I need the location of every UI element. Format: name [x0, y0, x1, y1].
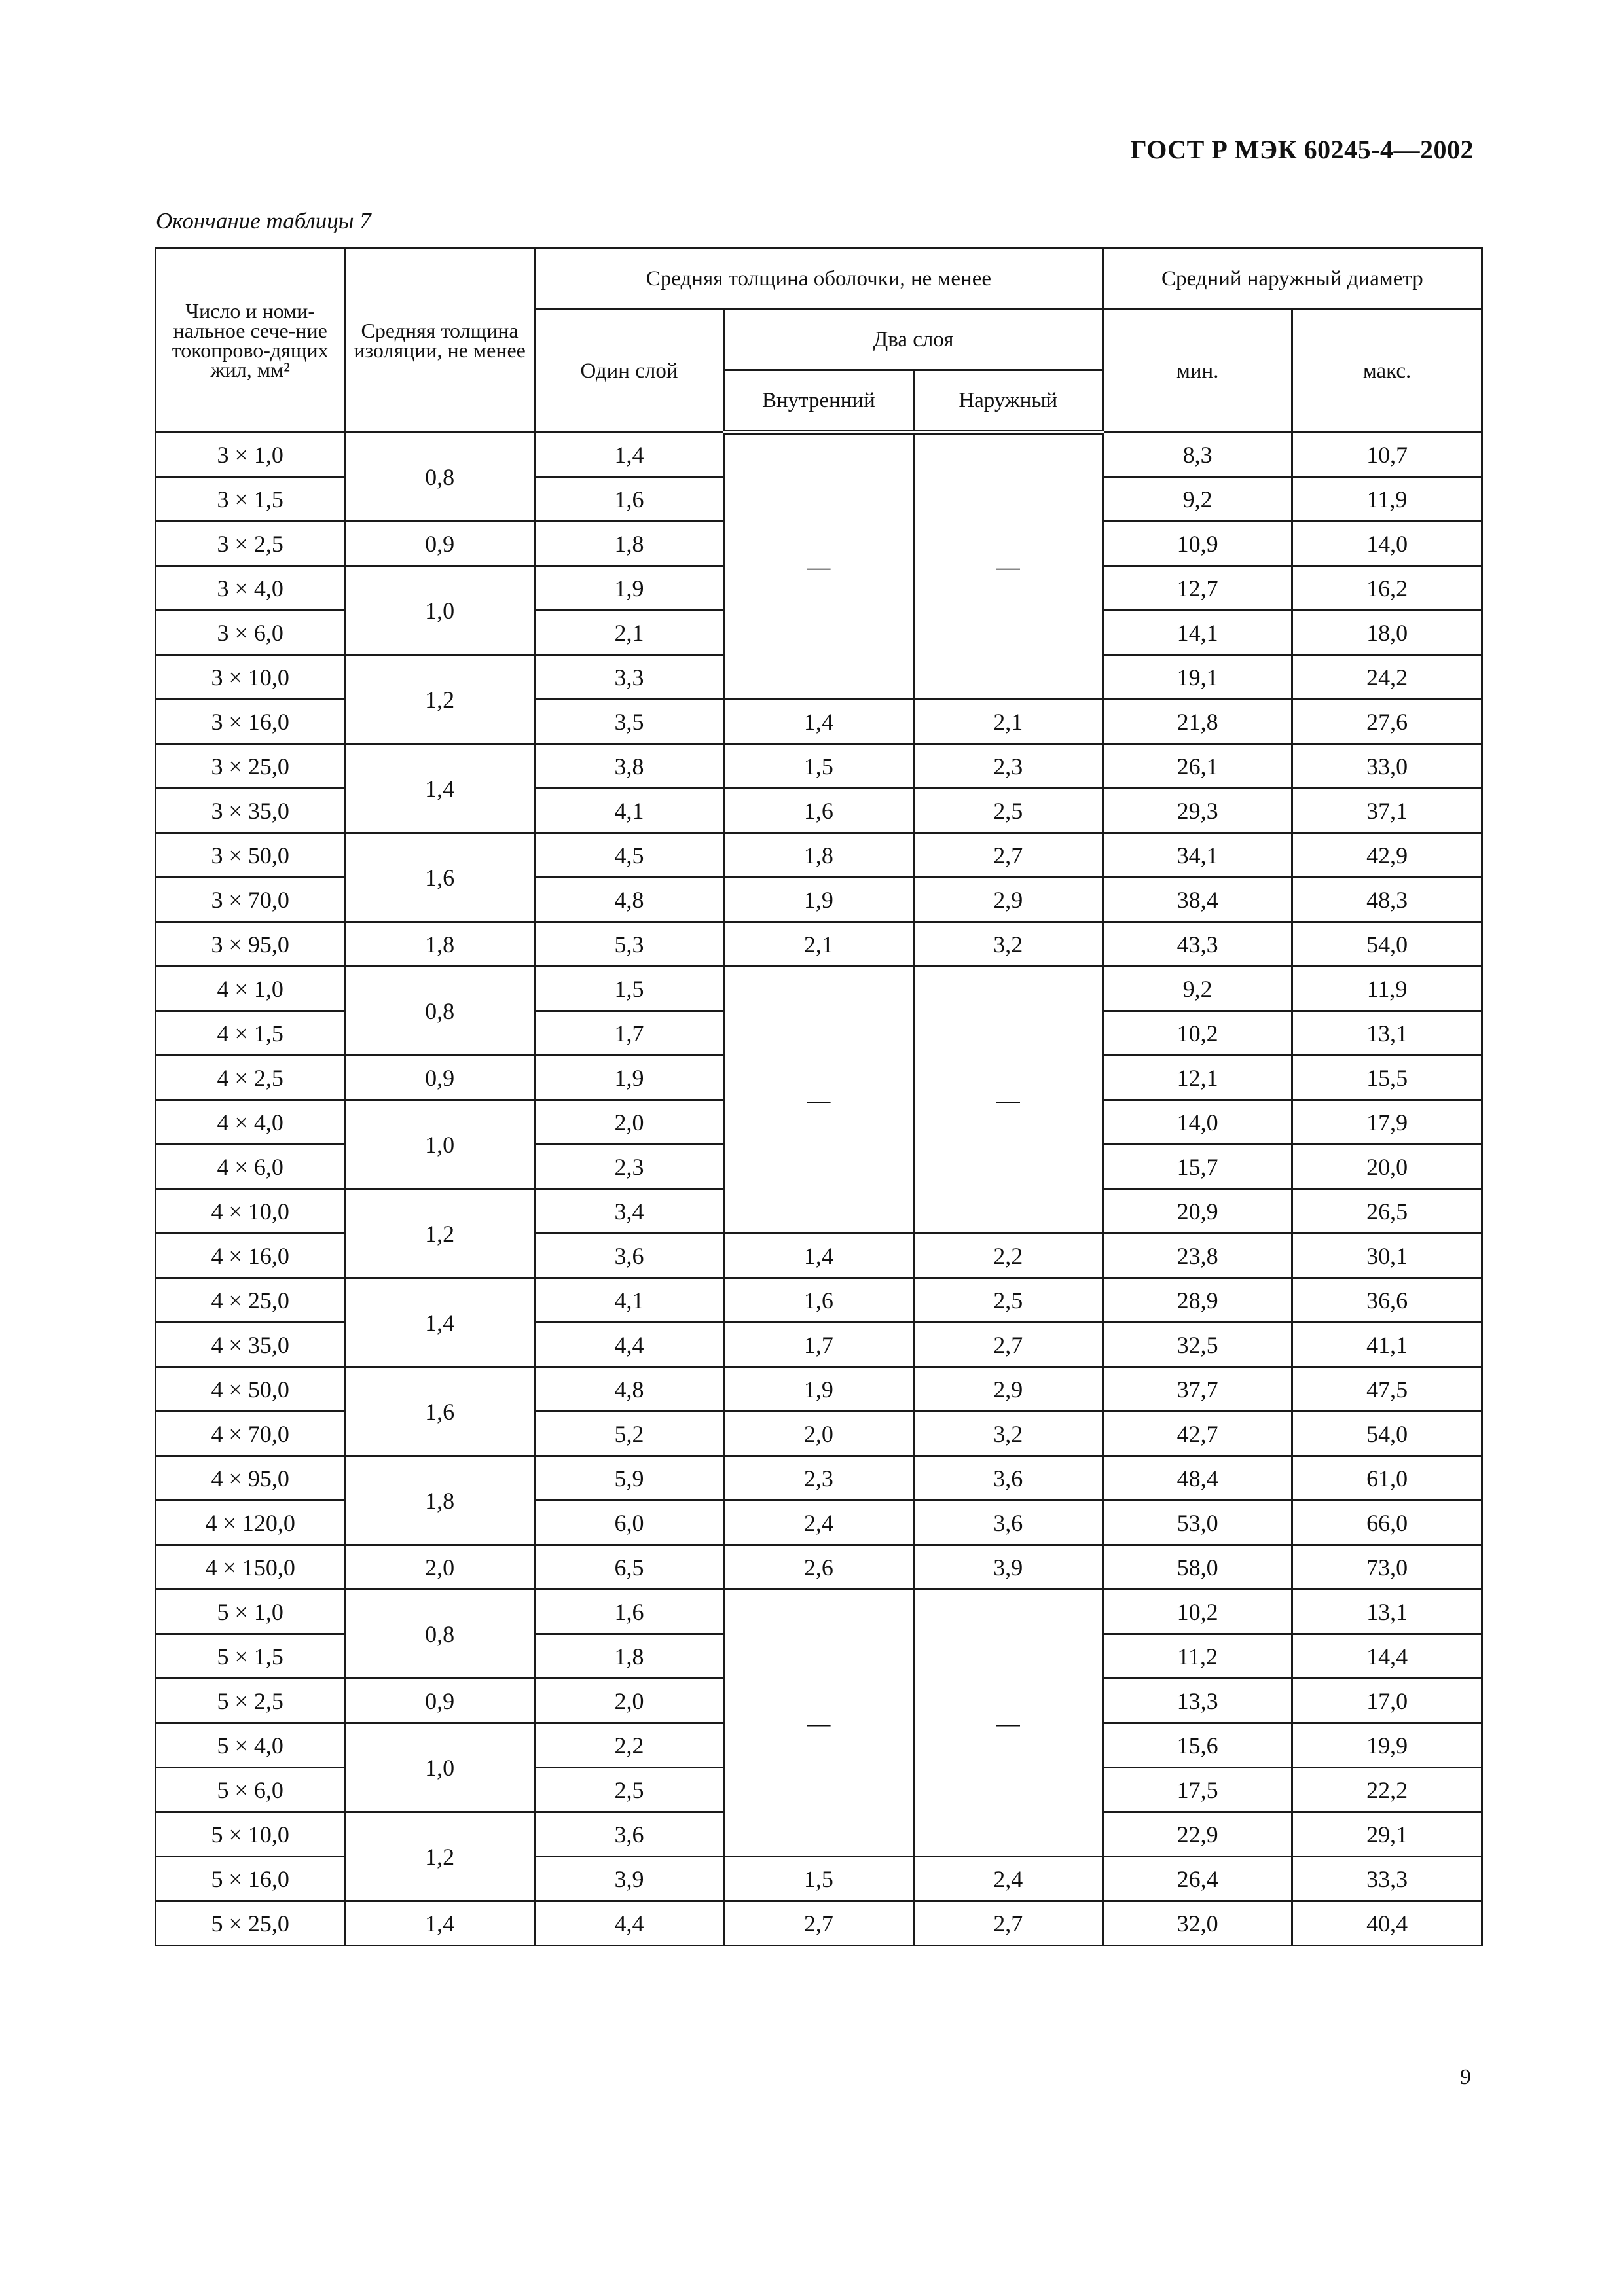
- cell-one-layer: 1,4: [534, 433, 723, 477]
- cell-outer-layer: 3,2: [913, 1412, 1103, 1456]
- cell-inner-layer: 1,4: [724, 1234, 913, 1278]
- cell-diameter-min: 32,0: [1103, 1901, 1292, 1946]
- cell-one-layer: 3,5: [534, 700, 723, 744]
- cell-section: 4 × 120,0: [156, 1501, 345, 1545]
- cell-diameter-max: 40,4: [1292, 1901, 1482, 1946]
- cell-diameter-max: 26,5: [1292, 1189, 1482, 1234]
- cell-diameter-min: 32,5: [1103, 1323, 1292, 1367]
- cell-inner-layer: 2,4: [724, 1501, 913, 1545]
- cell-outer-layer: 2,2: [913, 1234, 1103, 1278]
- cell-section: 3 × 6,0: [156, 611, 345, 655]
- cell-inner-layer: 1,9: [724, 878, 913, 922]
- data-table: [155, 247, 1483, 1946]
- header-two-layers: Два слоя: [724, 310, 1103, 370]
- cell-diameter-min: 43,3: [1103, 922, 1292, 967]
- cell-one-layer: 2,0: [534, 1679, 723, 1723]
- cell-one-layer: 3,8: [534, 744, 723, 789]
- cell-diameter-min: 10,9: [1103, 522, 1292, 566]
- cell-diameter-min: 26,4: [1103, 1857, 1292, 1901]
- cell-outer-layer: —: [913, 433, 1103, 700]
- cell-one-layer: 1,5: [534, 967, 723, 1011]
- cell-diameter-max: 10,7: [1292, 433, 1482, 477]
- cell-one-layer: 1,6: [534, 1590, 723, 1634]
- cell-insulation: 1,6: [345, 1367, 534, 1456]
- cell-inner-layer: —: [724, 1590, 913, 1857]
- table-row: [156, 1278, 1482, 1323]
- cell-one-layer: 2,3: [534, 1145, 723, 1189]
- cell-one-layer: 1,6: [534, 477, 723, 522]
- cell-section: 4 × 1,0: [156, 967, 345, 1011]
- cell-diameter-max: 37,1: [1292, 789, 1482, 833]
- cell-diameter-min: 20,9: [1103, 1189, 1292, 1234]
- header-min: мин.: [1103, 310, 1292, 433]
- cell-one-layer: 2,5: [534, 1768, 723, 1812]
- cell-inner-layer: 1,7: [724, 1323, 913, 1367]
- cell-diameter-max: 14,0: [1292, 522, 1482, 566]
- table-row: [156, 967, 1482, 1011]
- cell-diameter-max: 18,0: [1292, 611, 1482, 655]
- cell-diameter-max: 61,0: [1292, 1456, 1482, 1501]
- cell-outer-layer: 3,2: [913, 922, 1103, 967]
- cell-inner-layer: 2,0: [724, 1412, 913, 1456]
- cell-insulation: 1,0: [345, 1100, 534, 1189]
- cell-section: 4 × 150,0: [156, 1545, 345, 1590]
- cell-diameter-min: 12,7: [1103, 566, 1292, 611]
- cell-section: 3 × 50,0: [156, 833, 345, 878]
- cell-outer-layer: 2,5: [913, 1278, 1103, 1323]
- cell-diameter-max: 29,1: [1292, 1812, 1482, 1857]
- cell-diameter-min: 53,0: [1103, 1501, 1292, 1545]
- cell-diameter-max: 48,3: [1292, 878, 1482, 922]
- table-row: [156, 1456, 1482, 1501]
- cell-diameter-min: 11,2: [1103, 1634, 1292, 1679]
- cell-diameter-max: 15,5: [1292, 1056, 1482, 1100]
- cell-diameter-max: 11,9: [1292, 967, 1482, 1011]
- cell-diameter-max: 36,6: [1292, 1278, 1482, 1323]
- cell-one-layer: 6,0: [534, 1501, 723, 1545]
- table-row: [156, 1367, 1482, 1412]
- cell-one-layer: 3,4: [534, 1189, 723, 1234]
- cell-one-layer: 1,7: [534, 1011, 723, 1056]
- cell-inner-layer: 1,4: [724, 700, 913, 744]
- cell-one-layer: 1,8: [534, 1634, 723, 1679]
- cell-section: 3 × 10,0: [156, 655, 345, 700]
- cell-diameter-max: 22,2: [1292, 1768, 1482, 1812]
- cell-outer-layer: 2,9: [913, 1367, 1103, 1412]
- cell-diameter-min: 10,2: [1103, 1590, 1292, 1634]
- cell-section: 4 × 6,0: [156, 1145, 345, 1189]
- header-insulation: Средняя толщина изоляции, не менее: [345, 249, 534, 433]
- cell-diameter-max: 27,6: [1292, 700, 1482, 744]
- cell-diameter-min: 58,0: [1103, 1545, 1292, 1590]
- cell-insulation: 2,0: [345, 1545, 534, 1590]
- cell-outer-layer: 2,7: [913, 1901, 1103, 1946]
- cell-section: 3 × 95,0: [156, 922, 345, 967]
- cell-diameter-max: 13,1: [1292, 1011, 1482, 1056]
- header-one-layer: Один слой: [534, 310, 723, 433]
- cell-diameter-min: 23,8: [1103, 1234, 1292, 1278]
- cell-insulation: 1,0: [345, 566, 534, 655]
- cell-section: 3 × 4,0: [156, 566, 345, 611]
- cell-diameter-min: 8,3: [1103, 433, 1292, 477]
- cell-one-layer: 2,0: [534, 1100, 723, 1145]
- cell-section: 5 × 6,0: [156, 1768, 345, 1812]
- cell-diameter-max: 17,0: [1292, 1679, 1482, 1723]
- header-diameter: Средний наружный диаметр: [1103, 249, 1482, 310]
- cell-inner-layer: 1,5: [724, 744, 913, 789]
- cell-insulation: 1,4: [345, 1278, 534, 1367]
- cell-insulation: 1,4: [345, 744, 534, 833]
- cell-section: 4 × 1,5: [156, 1011, 345, 1056]
- cell-outer-layer: 2,3: [913, 744, 1103, 789]
- cell-outer-layer: —: [913, 1590, 1103, 1857]
- cell-diameter-max: 33,3: [1292, 1857, 1482, 1901]
- cell-section: 4 × 25,0: [156, 1278, 345, 1323]
- cell-diameter-min: 12,1: [1103, 1056, 1292, 1100]
- cell-insulation: 1,2: [345, 1812, 534, 1901]
- cell-outer-layer: 2,7: [913, 1323, 1103, 1367]
- cell-one-layer: 5,3: [534, 922, 723, 967]
- cell-section: 5 × 25,0: [156, 1901, 345, 1946]
- cell-diameter-min: 13,3: [1103, 1679, 1292, 1723]
- cell-diameter-max: 17,9: [1292, 1100, 1482, 1145]
- document-header: ГОСТ Р МЭК 60245-4—2002: [1130, 135, 1474, 164]
- cell-outer-layer: 2,7: [913, 833, 1103, 878]
- cell-diameter-min: 21,8: [1103, 700, 1292, 744]
- cell-diameter-max: 14,4: [1292, 1634, 1482, 1679]
- cell-outer-layer: 3,6: [913, 1456, 1103, 1501]
- cell-one-layer: 1,9: [534, 566, 723, 611]
- cell-diameter-min: 15,6: [1103, 1723, 1292, 1768]
- cell-diameter-min: 14,0: [1103, 1100, 1292, 1145]
- table-caption: Окончание таблицы 7: [156, 208, 371, 234]
- cell-outer-layer: 2,9: [913, 878, 1103, 922]
- cell-section: 5 × 2,5: [156, 1679, 345, 1723]
- cell-one-layer: 4,8: [534, 878, 723, 922]
- cell-one-layer: 1,9: [534, 1056, 723, 1100]
- cell-diameter-min: 26,1: [1103, 744, 1292, 789]
- cell-diameter-max: 54,0: [1292, 1412, 1482, 1456]
- cell-section: 4 × 16,0: [156, 1234, 345, 1278]
- cell-section: 4 × 50,0: [156, 1367, 345, 1412]
- cell-insulation: 1,8: [345, 922, 534, 967]
- cell-diameter-min: 14,1: [1103, 611, 1292, 655]
- cell-section: 4 × 95,0: [156, 1456, 345, 1501]
- cell-diameter-max: 47,5: [1292, 1367, 1482, 1412]
- cell-section: 3 × 1,5: [156, 477, 345, 522]
- cell-one-layer: 3,9: [534, 1857, 723, 1901]
- cell-insulation: 1,6: [345, 833, 534, 922]
- cell-section: 5 × 1,0: [156, 1590, 345, 1634]
- cell-one-layer: 3,6: [534, 1812, 723, 1857]
- cell-one-layer: 4,4: [534, 1323, 723, 1367]
- cell-diameter-min: 17,5: [1103, 1768, 1292, 1812]
- cell-insulation: 1,2: [345, 655, 534, 744]
- cell-diameter-min: 29,3: [1103, 789, 1292, 833]
- cell-outer-layer: 2,1: [913, 700, 1103, 744]
- cell-inner-layer: 1,6: [724, 789, 913, 833]
- cell-diameter-min: 15,7: [1103, 1145, 1292, 1189]
- cell-one-layer: 3,6: [534, 1234, 723, 1278]
- cell-section: 5 × 10,0: [156, 1812, 345, 1857]
- cell-diameter-max: 11,9: [1292, 477, 1482, 522]
- cell-one-layer: 4,4: [534, 1901, 723, 1946]
- cell-section: 3 × 1,0: [156, 433, 345, 477]
- cell-insulation: 1,2: [345, 1189, 534, 1278]
- table-row: [156, 1545, 1482, 1590]
- table-row: [156, 922, 1482, 967]
- cell-section: 4 × 4,0: [156, 1100, 345, 1145]
- cell-section: 3 × 70,0: [156, 878, 345, 922]
- cell-diameter-min: 34,1: [1103, 833, 1292, 878]
- cell-one-layer: 2,1: [534, 611, 723, 655]
- cell-diameter-min: 42,7: [1103, 1412, 1292, 1456]
- cell-one-layer: 6,5: [534, 1545, 723, 1590]
- cell-outer-layer: —: [913, 967, 1103, 1234]
- cell-section: 3 × 25,0: [156, 744, 345, 789]
- cell-one-layer: 3,3: [534, 655, 723, 700]
- cell-one-layer: 1,8: [534, 522, 723, 566]
- cell-section: 4 × 70,0: [156, 1412, 345, 1456]
- cell-one-layer: 2,2: [534, 1723, 723, 1768]
- cell-one-layer: 4,8: [534, 1367, 723, 1412]
- table-row: [156, 433, 1482, 477]
- cell-insulation: 0,9: [345, 1679, 534, 1723]
- header-inner: Внутренний: [724, 370, 913, 433]
- header-max: макс.: [1292, 310, 1482, 433]
- cell-insulation: 0,8: [345, 433, 534, 522]
- cell-diameter-max: 42,9: [1292, 833, 1482, 878]
- table-row: [156, 833, 1482, 878]
- cell-inner-layer: 1,6: [724, 1278, 913, 1323]
- cell-outer-layer: 2,4: [913, 1857, 1103, 1901]
- cell-diameter-max: 41,1: [1292, 1323, 1482, 1367]
- table-row: [156, 1590, 1482, 1634]
- cell-inner-layer: —: [724, 433, 913, 700]
- cell-one-layer: 5,2: [534, 1412, 723, 1456]
- cell-diameter-max: 13,1: [1292, 1590, 1482, 1634]
- cell-section: 3 × 16,0: [156, 700, 345, 744]
- cell-diameter-min: 22,9: [1103, 1812, 1292, 1857]
- cell-diameter-max: 30,1: [1292, 1234, 1482, 1278]
- cell-inner-layer: 2,3: [724, 1456, 913, 1501]
- cell-diameter-min: 28,9: [1103, 1278, 1292, 1323]
- cell-insulation: 1,8: [345, 1456, 534, 1545]
- cell-one-layer: 4,5: [534, 833, 723, 878]
- cell-outer-layer: 2,5: [913, 789, 1103, 833]
- header-sheath: Средняя толщина оболочки, не менее: [534, 249, 1103, 310]
- cell-insulation: 0,8: [345, 967, 534, 1056]
- cell-section: 4 × 10,0: [156, 1189, 345, 1234]
- header-outer: Наружный: [913, 370, 1103, 433]
- cell-diameter-min: 48,4: [1103, 1456, 1292, 1501]
- cell-diameter-max: 73,0: [1292, 1545, 1482, 1590]
- cell-diameter-max: 33,0: [1292, 744, 1482, 789]
- cell-diameter-max: 24,2: [1292, 655, 1482, 700]
- cell-diameter-max: 54,0: [1292, 922, 1482, 967]
- cell-section: 4 × 35,0: [156, 1323, 345, 1367]
- table-body: [156, 433, 1482, 1946]
- cell-diameter-min: 38,4: [1103, 878, 1292, 922]
- cell-one-layer: 5,9: [534, 1456, 723, 1501]
- cell-section: 5 × 16,0: [156, 1857, 345, 1901]
- cell-inner-layer: 1,5: [724, 1857, 913, 1901]
- cell-section: 5 × 1,5: [156, 1634, 345, 1679]
- cell-diameter-max: 20,0: [1292, 1145, 1482, 1189]
- cell-inner-layer: 1,9: [724, 1367, 913, 1412]
- cell-insulation: 0,8: [345, 1590, 534, 1679]
- cell-diameter-max: 19,9: [1292, 1723, 1482, 1768]
- cell-insulation: 0,9: [345, 1056, 534, 1100]
- cell-section: 4 × 2,5: [156, 1056, 345, 1100]
- cell-inner-layer: 2,7: [724, 1901, 913, 1946]
- table-row: [156, 744, 1482, 789]
- cell-insulation: 0,9: [345, 522, 534, 566]
- cell-diameter-min: 19,1: [1103, 655, 1292, 700]
- header-section: Число и номи-нальное сече-ние токопрово-дящих жил, мм²: [156, 249, 345, 433]
- cell-section: 5 × 4,0: [156, 1723, 345, 1768]
- cell-inner-layer: 1,8: [724, 833, 913, 878]
- cell-insulation: 1,4: [345, 1901, 534, 1946]
- cell-diameter-min: 10,2: [1103, 1011, 1292, 1056]
- cell-diameter-min: 9,2: [1103, 967, 1292, 1011]
- cell-diameter-min: 37,7: [1103, 1367, 1292, 1412]
- cell-insulation: 1,0: [345, 1723, 534, 1812]
- cell-outer-layer: 3,6: [913, 1501, 1103, 1545]
- cell-diameter-max: 66,0: [1292, 1501, 1482, 1545]
- cell-diameter-max: 16,2: [1292, 566, 1482, 611]
- cell-section: 3 × 2,5: [156, 522, 345, 566]
- cell-outer-layer: 3,9: [913, 1545, 1103, 1590]
- cell-diameter-min: 9,2: [1103, 477, 1292, 522]
- cell-inner-layer: 2,1: [724, 922, 913, 967]
- cell-one-layer: 4,1: [534, 1278, 723, 1323]
- cell-inner-layer: —: [724, 967, 913, 1234]
- table-container: [155, 247, 1483, 1946]
- cell-section: 3 × 35,0: [156, 789, 345, 833]
- cell-one-layer: 4,1: [534, 789, 723, 833]
- cell-inner-layer: 2,6: [724, 1545, 913, 1590]
- page-number: 9: [1460, 2065, 1471, 2089]
- table-row: [156, 1901, 1482, 1946]
